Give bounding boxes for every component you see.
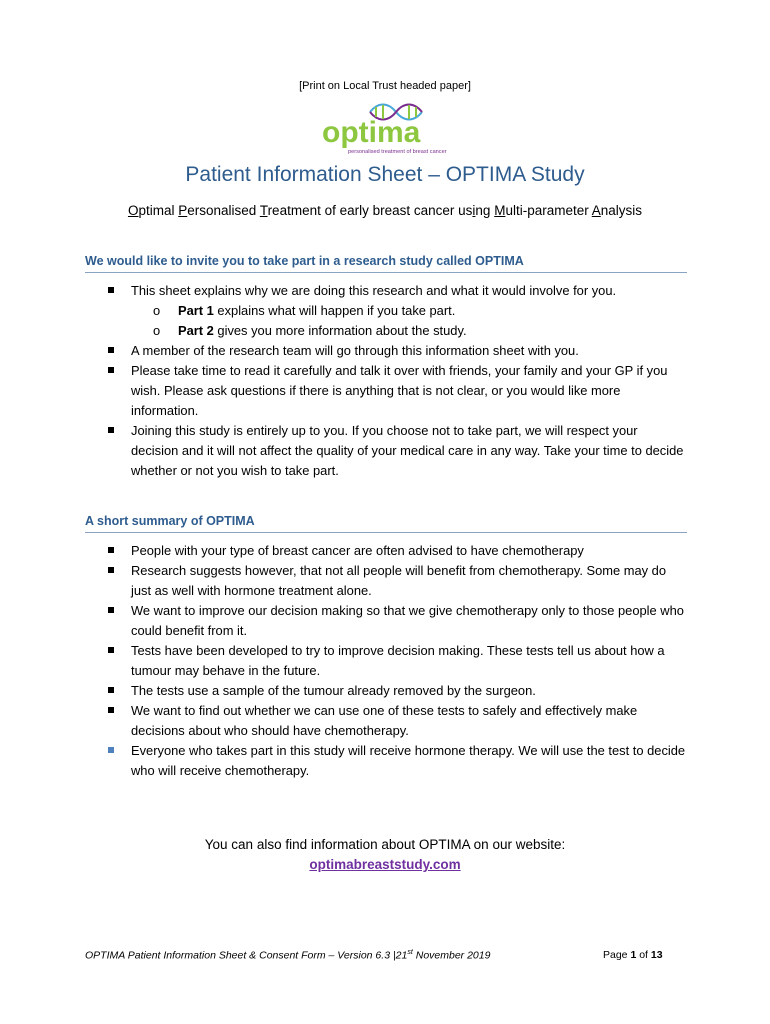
summary-list	[108, 541, 688, 781]
bullet-icon	[108, 347, 114, 353]
bullet-icon	[108, 287, 114, 293]
study-acronym-expansion: Optimal Personalised Treatment of early breast cancer using Multi-parameter Analysis	[127, 203, 643, 218]
part-sublist	[131, 301, 688, 341]
page-title: Patient Information Sheet – OPTIMA Study	[185, 163, 585, 186]
list-item: This sheet explains why we are doing this research and what it would involve for you. o Part 1 explains what will happen if you take part. o Part 2 gives you more information about the study.	[108, 281, 688, 341]
header-note: [Print on Local Trust headed paper]	[299, 80, 471, 92]
footer-version: OPTIMA Patient Information Sheet & Consent Form – Version 6.3 |21st November 2019	[85, 949, 491, 962]
optima-logo	[318, 100, 448, 156]
list-item: We want to improve our decision making so that we give chemotherapy only to those people who could benefit from it.	[108, 601, 688, 641]
bullet-icon	[108, 747, 114, 753]
bullet-icon	[108, 547, 114, 553]
bullet-icon	[108, 567, 114, 573]
bullet-icon	[108, 427, 114, 433]
list-item: The tests use a sample of the tumour already removed by the surgeon.	[108, 681, 688, 701]
page-number: Page 1 of 13	[603, 949, 663, 961]
list-item: Everyone who takes part in this study will receive hormone therapy. We will use the test to decide who will receive chemotherapy.	[108, 741, 688, 781]
sub-list-item: o Part 1 explains what will happen if you take part.	[153, 303, 456, 318]
list-item: Please take time to read it carefully and talk it over with friends, your family and your GP if you wish. Please ask questions if there is anything that is not clear, or you would like more information.	[108, 361, 688, 421]
website-intro: You can also find information about OPTIMA on our website:	[204, 837, 566, 852]
list-item: People with your type of breast cancer are often advised to have chemotherapy	[108, 541, 688, 561]
bullet-icon	[108, 367, 114, 373]
logo-tagline: personalised treatment of breast cancer	[348, 149, 447, 155]
list-item: Research suggests however, that not all people will benefit from chemotherapy. Some may do just as well with hormone treatment alone.	[108, 561, 688, 601]
list-item: A member of the research team will go through this information sheet with you.	[108, 341, 688, 361]
bullet-icon	[108, 607, 114, 613]
invitation-list	[108, 281, 688, 481]
bullet-icon	[108, 707, 114, 713]
sub-list-item: o Part 2 gives you more information about the study.	[153, 323, 467, 338]
logo-wordmark: optima	[322, 116, 421, 149]
bullet-icon	[108, 687, 114, 693]
list-item: We want to find out whether we can use one of these tests to safely and effectively make decisions about who should have chemotherapy.	[108, 701, 688, 741]
bullet-icon	[108, 647, 114, 653]
list-item: Tests have been developed to try to improve decision making. These tests tell us about how a tumour may behave in the future.	[108, 641, 688, 681]
section-heading-summary: A short summary of OPTIMA	[85, 514, 687, 533]
section-heading-invitation: We would like to invite you to take part in a research study called OPTIMA	[85, 254, 687, 273]
website-link[interactable]: optimabreaststudy.com	[309, 857, 461, 872]
list-item: Joining this study is entirely up to you. If you choose not to take part, we will respect your decision and it will not affect the quality of your medical care in any way. Take your time to decide whether or not you wish to take part.	[108, 421, 688, 481]
